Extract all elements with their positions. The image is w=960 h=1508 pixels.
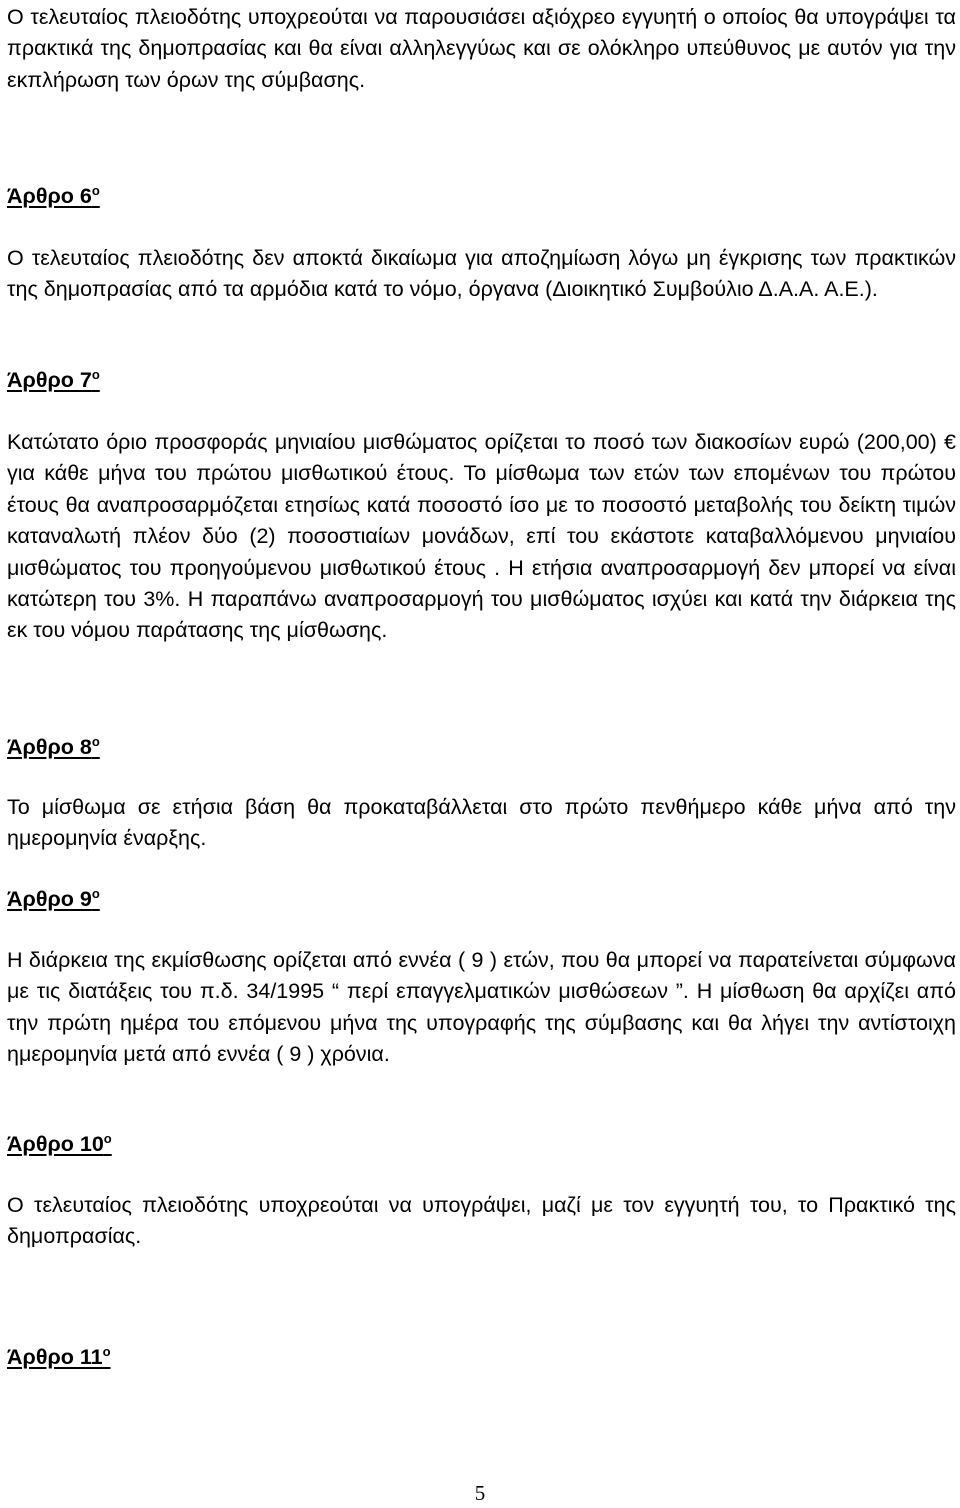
article-9-heading [7,884,100,915]
article-11-title: Άρθρο 11 [7,1345,103,1369]
article-6-heading [7,181,100,212]
article-6-text: Ο τελευταίος πλειοδότης δεν αποκτά δικαίωμα για αποζημίωση λόγω μη έγκρισης των πρακτικών της δημοπρασίας από τα αρμόδια κατά το νόμο, όργανα (Διοικητικό Συμβούλιο Δ.Α.Α. Α.Ε.). [7,246,956,302]
page-number: 5 [474,1481,486,1505]
article-8-heading [7,732,100,763]
article-7-title: Άρθρο 7 [7,368,92,392]
article-6-title: Άρθρο 6 [7,184,92,208]
article-6-ordinal: ο [91,183,100,198]
intro-paragraph: Ο τελευταίος πλειοδότης υποχρεούται να παρουσιάσει αξιόχρεο εγγυητή ο οποίος θα υπογράψει τα πρακτικά της δημοπρασίας και θα είναι αλληλεγγύως και σε ολόκληρο υπεύθυνος με αυτόν για την εκπλήρωση των όρων της σύμβασης. [7,5,956,92]
article-9-title: Άρθρο 9 [7,887,92,911]
article-7-ordinal: ο [91,367,100,382]
article-10-heading [7,1129,112,1160]
article-11-ordinal: ο [102,1344,111,1359]
article-10-title: Άρθρο 10 [7,1132,104,1156]
article-8-ordinal: ο [91,734,100,749]
article-7-text: Κατώτατο όριο προσφοράς μηνιαίου μισθώματος ορίζεται το ποσό των διακοσίων ευρώ (200,00) € για κάθε μήνα του πρώτου μισθωτικού έτους. Το μίσθωμα των ετών των επομένων του πρώτου έτους θα αναπροσαρμόζεται ετησίως κατά ποσοστό ίσο με το ποσοστό μεταβολής του δείκτη τιμών καταναλωτή πλέον δύο (2) ποσοστιαίων μονάδων, επί του εκάστοτε καταβαλλόμενου μηνιαίου μισθώματος του προηγούμενου μισθωτικού έτους . Η ετήσια αναπροσαρμογή δεν μπορεί να είναι κατώτερη του 3%. Η παραπάνω αναπροσαρμογή του μισθώματος ισχύει και κατά την διάρκεια της εκ του νόμου παράτασης της μίσθωσης. [7,430,956,643]
article-7-heading [7,365,100,396]
article-9-ordinal: ο [91,886,100,901]
article-10-text: Ο τελευταίος πλειοδότης υποχρεούται να υπογράψει, μαζί με τον εγγυητή του, το Πρακτικό της δημοπρασίας. [7,1193,956,1249]
article-10-ordinal: ο [103,1131,112,1146]
article-9-text: Η διάρκεια της εκμίσθωσης ορίζεται από εννέα ( 9 ) ετών, που θα μπορεί να παρατείνεται σύμφωνα με τις διατάξεις του π.δ. 34/1995 “ περί επαγγελματικών μισθώσεων ”. Η μίσθωση θα αρχίζει από την πρώτη ημέρα του επόμενου μήνα της υπογραφής της σύμβασης και θα λήγει την αντίστοιχη ημερομηνία μετά από εννέα ( 9 ) χρόνια. [7,948,956,1067]
article-8-text: Το μίσθωμα σε ετήσια βάση θα προκαταβάλλεται στο πρώτο πενθήμερο κάθε μήνα από την ημερομηνία έναρξης. [7,795,956,851]
article-11-heading [7,1342,111,1373]
article-8-title: Άρθρο 8 [7,735,92,759]
